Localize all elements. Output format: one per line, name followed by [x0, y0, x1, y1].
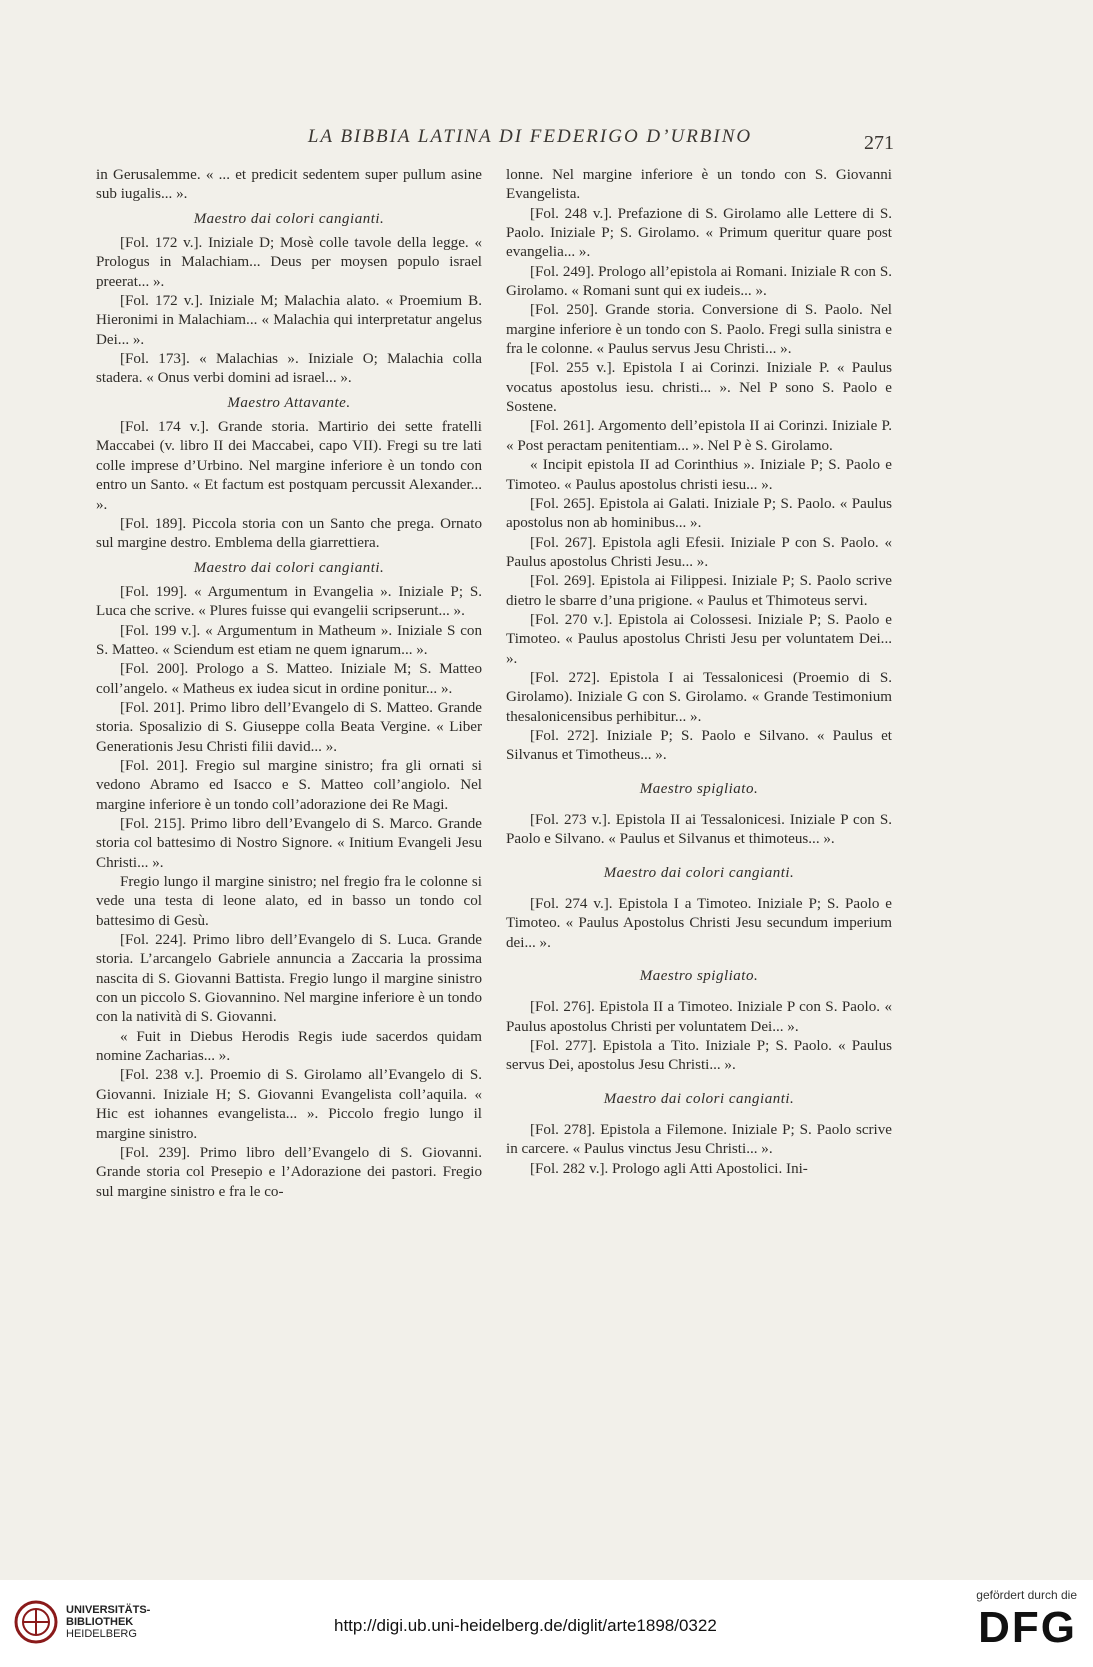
paragraph: [Fol. 272]. Iniziale P; S. Paolo e Silvano. « Paulus et Silvanus et Timotheus... ». — [506, 727, 892, 764]
library-seal-icon — [14, 1600, 58, 1644]
section-heading: Maestro dai colori cangianti. — [603, 1090, 795, 1107]
paragraph: [Fol. 267]. Epistola agli Efesii. Iniziale P con S. Paolo. « Paulus apostolus Christi Jesu... ». — [506, 534, 892, 570]
paragraph: [Fol. 261]. Argomento dell’epistola II ai Corinzi. Iniziale P. « Post peractam penitentiam... ». Nel P è S. Girolamo. — [506, 418, 892, 454]
left-text-column — [96, 166, 482, 1202]
university-library-logo[interactable] — [14, 1600, 150, 1644]
paragraph: [Fol. 199 v.]. « Argumentum in Matheum ». Iniziale S con S. Matteo. « Sciendum est etiam ne quem ignarum... ». — [96, 622, 482, 658]
running-title: LA BIBBIA LATINA DI FEDERIGO D’URBINO — [307, 126, 753, 147]
paragraph: [Fol. 250]. Grande storia. Conversione di S. Paolo. Nel margine inferiore è un tondo con S. Paolo. Fregi sulla sinistra e fra le colonne. « Paulus servus Jesu Christi... ». — [506, 302, 892, 358]
institution-line-2: BIBLIOTHEK — [66, 1616, 134, 1628]
paragraph: [Fol. 189]. Piccola storia con un Santo che prega. Ornato sul margine destro. Emblema della giarrettiera. — [96, 515, 482, 552]
institution-line-1: UNIVERSITÄTS- — [66, 1604, 151, 1616]
paragraph: [Fol. 265]. Epistola ai Galati. Iniziale P; S. Paolo. « Paulus apostolus non ab hominibus... ». — [506, 495, 892, 532]
paragraph: [Fol. 255 v.]. Epistola I ai Corinzi. Iniziale P. « Paulus vocatus apostolus iesu. christi... ». Nel P sono S. Paolo e Sostene. — [506, 360, 892, 416]
permalink-url[interactable]: http://digi.ub.uni-heidelberg.de/diglit/arte1898/0322 — [334, 1616, 717, 1635]
paragraph: [Fol. 278]. Epistola a Filemone. Iniziale P; S. Paolo scrive in carcere. « Paulus vinctus Jesu Christi... ». — [506, 1122, 892, 1158]
section-heading: Maestro spigliato. — [639, 968, 759, 985]
paragraph: Fregio lungo il margine sinistro; nel fregio fra le colonne si vede una testa di leone alato, ed in basso un tondo col battesimo di Gesù. — [96, 874, 482, 929]
paragraph: [Fol. 272]. Epistola I ai Tessalonicesi (Proemio di S. Girolamo). Iniziale G con S. Girolamo. « Grande Testimonium thesalonicensibus perhibitur... ». — [506, 669, 892, 725]
page-number: 271 — [864, 132, 894, 154]
paragraph: [Fol. 238 v.]. Proemio di S. Girolamo all’Evangelo di S. Giovanni. Iniziale H; S. Giovanni Evangelista coll’aquila. « Hic est iohannes evangelista... ». Piccolo fregio lungo il margine sinistro. — [96, 1067, 482, 1142]
paragraph: [Fol. 172 v.]. Iniziale D; Mosè colle tavole della legge. « Prologus in Malachiam... Deus per moysen populo israel preerat... ». — [96, 235, 482, 290]
paragraph: [Fol. 273 v.]. Epistola II ai Tessalonicesi. Iniziale P con S. Paolo e Silvano. « Paulus et Silvanus et thimoteus... ». — [506, 812, 892, 848]
paragraph: [Fol. 201]. Primo libro dell’Evangelo di S. Matteo. Grande storia. Sposalizio di S. Giuseppe colla Beata Vergine. « Liber Generationis Jesu Christi filii david... ». — [96, 699, 482, 755]
paragraph: [Fol. 199]. « Argumentum in Evangelia ». Iniziale P; S. Luca che scrive. « Plures fuisse qui evangelii scripserunt... ». — [96, 583, 482, 620]
paragraph: [Fol. 274 v.]. Epistola I a Timoteo. Iniziale P; S. Paolo e Timoteo. « Paulus Apostolus Christi Jesu secundum imperium dei... ». — [506, 896, 892, 951]
paragraph: [Fol. 224]. Primo libro dell’Evangelo di S. Luca. Grande storia. L’arcangelo Gabriele annuncia a Zaccaria la prossima nascita di S. Giovanni Battista. Fregio lungo il margine sinistro con un piccolo S. Giovannino. Nel margine inferiore è un tondo con la natività di S. Giovanni. — [96, 932, 482, 1026]
paragraph: « Fuit in Diebus Herodis Regis iude sacerdos quidam nomine Zacharias... ». — [96, 1028, 482, 1065]
viewer-footer — [0, 1580, 1093, 1667]
paragraph: [Fol. 282 v.]. Prologo agli Atti Apostolici. Ini- — [530, 1160, 808, 1177]
paragraph: [Fol. 173]. « Malachias ». Iniziale O; Malachia colla stadera. « Onus verbi domini ad israel... ». — [96, 351, 482, 387]
paragraph: [Fol. 174 v.]. Grande storia. Martirio dei sette fratelli Maccabei (v. libro II dei Maccabei, capo VII). Fregi su tre lati colle imprese d’Urbino. Nel margine inferiore è un tondo con entro un Santo. « Et factum est postquam percussit Alexander... ». — [96, 419, 482, 513]
paragraph: [Fol. 172 v.]. Iniziale M; Malachia alato. « Proemium B. Hieronimi in Malachiam... « Malachia qui interpretatur angelus Dei... ». — [96, 293, 482, 348]
paragraph: [Fol. 248 v.]. Prefazione di S. Girolamo alle Lettere di S. Paolo. Iniziale P; S. Girolamo. « Primum queritur quare post evangelia... ». — [506, 205, 892, 261]
section-heading: Maestro dai colori cangianti. — [193, 559, 385, 576]
paragraph: [Fol. 276]. Epistola II a Timoteo. Iniziale P con S. Paolo. « Paulus apostolus Christi per voluntatem Dei... ». — [506, 999, 892, 1035]
funding-note: gefördert durch die — [976, 1588, 1077, 1602]
section-heading: Maestro dai colori cangianti. — [603, 864, 795, 881]
section-heading: Maestro dai colori cangianti. — [193, 210, 385, 227]
funding-credit[interactable] — [976, 1588, 1077, 1650]
paragraph: in Gerusalemme. « ... et predicit sedentem super pullum asine sub iugalis... ». — [96, 167, 482, 203]
paragraph: [Fol. 200]. Prologo a S. Matteo. Iniziale M; S. Matteo coll’angelo. « Matheus ex iudea sicut in ordine ponitur... ». — [96, 661, 482, 697]
paragraph: [Fol. 277]. Epistola a Tito. Iniziale P; S. Paolo. « Paulus servus Dei, apostolus Jesu Christi... ». — [506, 1038, 892, 1074]
paragraph: « Incipit epistola II ad Corinthius ». Iniziale P; S. Paolo e Timoteo. « Paulus apostolus christi iesu... ». — [506, 457, 892, 493]
paragraph: lonne. Nel margine inferiore è un tondo con S. Giovanni Evangelista. — [506, 167, 892, 203]
right-text-column — [506, 166, 892, 1179]
paragraph: [Fol. 249]. Prologo all’epistola ai Romani. Iniziale R con S. Girolamo. « Romani sunt qui ex iudeis... ». — [506, 263, 892, 300]
paragraph: [Fol. 215]. Primo libro dell’Evangelo di S. Marco. Grande storia col battesimo di Nostro Signore. « Initium Evangeli Jesu Christi... ». — [96, 816, 482, 871]
section-heading: Maestro Attavante. — [227, 394, 351, 411]
paragraph: [Fol. 270 v.]. Epistola ai Colossesi. Iniziale P; S. Paolo e Timoteo. « Paulus apostolus Christi Jesu per voluntatem Dei... ». — [506, 611, 892, 667]
dfg-logo: DFG — [978, 1603, 1077, 1652]
paragraph: [Fol. 239]. Primo libro dell’Evangelo di S. Giovanni. Grande storia col Presepio e l’Adorazione dei pastori. Fregio sul margine sinistro e fra le co- — [96, 1144, 482, 1200]
institution-line-3: HEIDELBERG — [66, 1628, 137, 1640]
section-heading: Maestro spigliato. — [639, 780, 759, 797]
paragraph: [Fol. 201]. Fregio sul margine sinistro; fra gli ornati si vedono Abramo ed Isacco e S. Matteo coll’angiolo. Nel margine inferiore è un tondo coll’adorazione dei Re Magi. — [96, 757, 482, 813]
paragraph: [Fol. 269]. Epistola ai Filippesi. Iniziale P; S. Paolo scrive dietro le sbarre d’una prigione. « Paulus et Thimoteus servi. — [506, 573, 892, 609]
